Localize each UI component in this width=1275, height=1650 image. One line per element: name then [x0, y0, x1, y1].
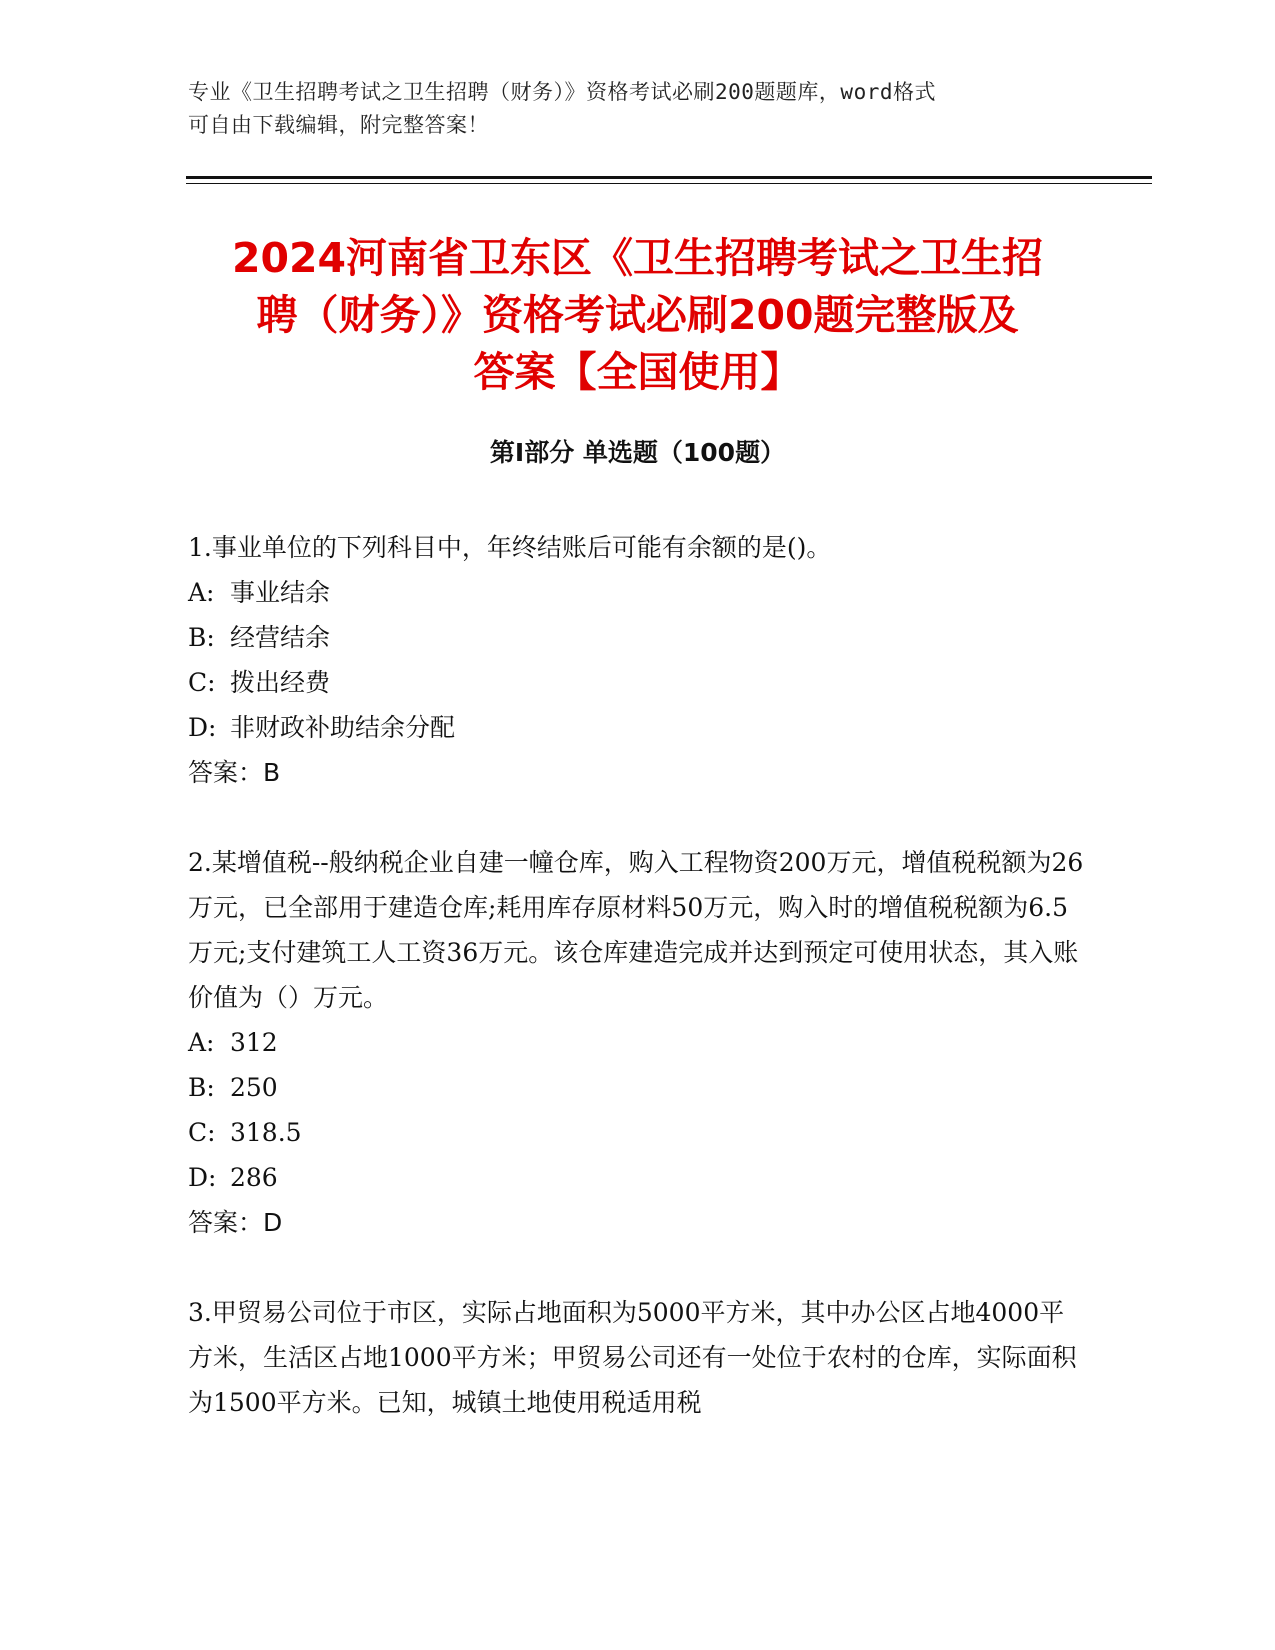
option-letter: D: [188, 1163, 217, 1192]
header-note-line-1: 专业《卫生招聘考试之卫生招聘（财务）》资格考试必刷200题题库，word格式 [188, 80, 936, 104]
option-list [188, 1020, 1088, 1200]
option-c [188, 660, 1088, 705]
question-list [188, 525, 1088, 1470]
document-title [150, 230, 1125, 401]
question-stem: 3.甲贸易公司位于市区，实际占地面积为5000平方米，其中办公区占地4000平方米，生活区占地1000平方米；甲贸易公司还有一处位于农村的仓库，实际面积为1500平方米。已知，城镇土地使用税适用税 [188, 1298, 1077, 1417]
option-text: 拨出经费 [230, 668, 331, 697]
document-title-line-2: 聘（财务）》资格考试必刷200题完整版及 [256, 291, 1019, 339]
question-stem: 2.某增值税--般纳税企业自建一幢仓库，购入工程物资200万元，增值税税额为26万元，已全部用于建造仓库;耗用库存原材料50万元，购入时的增值税税额为6.5万元;支付建筑工人工资36万元。该仓库建造完成并达到预定可使用状态，其入账价值为（）万元。 [188, 848, 1084, 1012]
question-3 [188, 1290, 1088, 1425]
option-b [188, 1065, 1088, 1110]
option-text: 非财政补助结余分配 [230, 713, 456, 742]
header-rule-thin [186, 183, 1152, 184]
option-letter: A: [188, 1028, 215, 1057]
option-letter: A: [188, 578, 215, 607]
option-letter: D: [188, 713, 217, 742]
option-text: 经营结余 [230, 623, 331, 652]
option-letter: B: [188, 1073, 215, 1102]
option-text: 312 [230, 1028, 278, 1057]
option-text: 286 [230, 1163, 278, 1192]
header-rule-thick [186, 176, 1152, 179]
option-b [188, 615, 1088, 660]
option-a [188, 1020, 1088, 1065]
option-c [188, 1110, 1088, 1155]
option-letter: C: [188, 668, 216, 697]
option-d [188, 705, 1088, 750]
option-letter: C: [188, 1118, 216, 1147]
option-d [188, 1155, 1088, 1200]
option-text: 事业结余 [230, 578, 331, 607]
header-note [188, 76, 1068, 142]
answer-line: 答案：B [188, 758, 281, 787]
option-list [188, 570, 1088, 750]
option-a [188, 570, 1088, 615]
option-text: 250 [230, 1073, 278, 1102]
option-text: 318.5 [230, 1118, 302, 1147]
answer-line: 答案：D [188, 1208, 283, 1237]
document-title-line-1: 2024河南省卫东区《卫生招聘考试之卫生招 [231, 234, 1044, 282]
section-heading: 第Ⅰ部分 单选题（100题） [489, 438, 786, 467]
header-note-line-2: 可自由下载编辑，附完整答案！ [188, 113, 489, 137]
question-stem: 1.事业单位的下列科目中，年终结账后可能有余额的是()。 [188, 533, 832, 562]
question-2 [188, 840, 1088, 1245]
document-title-line-3: 答案【全国使用】 [473, 348, 802, 396]
question-1 [188, 525, 1088, 795]
option-letter: B: [188, 623, 215, 652]
